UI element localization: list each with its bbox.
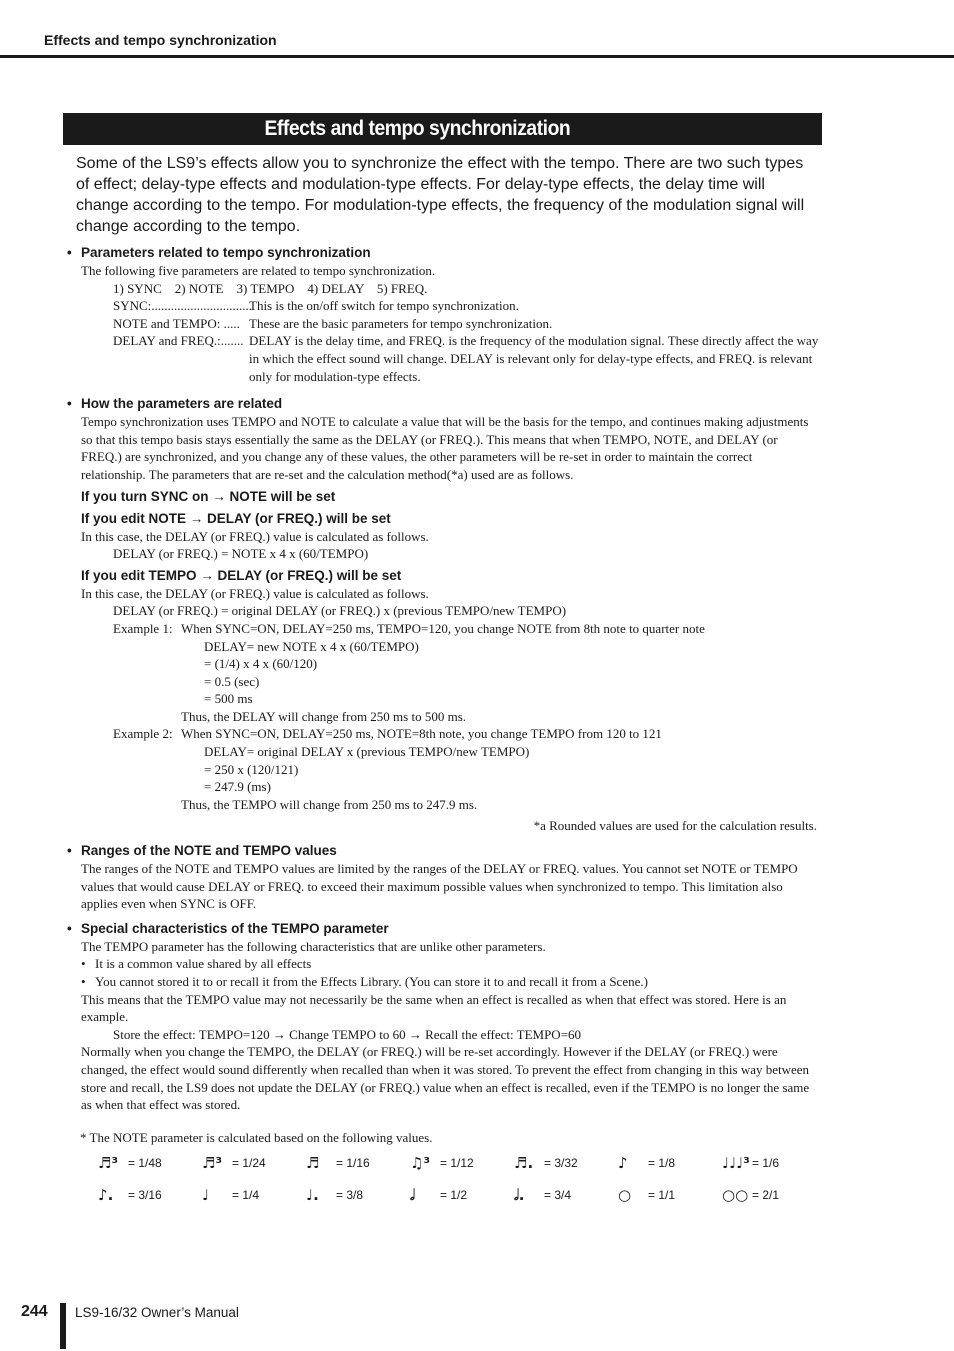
note-symbol-icon: ○ [618,1186,632,1204]
calc-result: Thus, the TEMPO will change from 250 ms to 247.9 ms. [181,796,478,812]
note-value: ♪. = 3/16 [98,1186,162,1204]
definition-row: NOTE and TEMPO: ..... These are the basic parameters for tempo synchronization. [113,315,553,331]
note-value: ♪ = 1/8 [618,1154,676,1172]
definition-row: DELAY and FREQ.:....... DELAY is the delay time, and FREQ. is the frequency of the modulation signal. These directly affect the way in which the effect sound will change. DELAY is relevant only for delay-type effects, and FREQ. is relevant only for modulation-type effects. [113,333,819,384]
paragraph: This means that the TEMPO value may not necessarily be the same when an effect is recalled as when that effect was stored. Here is an example. [81,991,787,1025]
note-value: ♩. = 3/8 [306,1186,364,1204]
calc-line: DELAY= new NOTE x 4 x (60/TEMPO) [204,638,419,654]
note-symbol-icon: ♩. [306,1186,319,1204]
page-title: Effects and tempo synchronization [264,117,571,140]
paragraph: The TEMPO parameter has the following characteristics that are unlike other parameters. [81,938,546,954]
paragraph: The following five parameters are related to tempo synchronization. [81,263,436,278]
subheading: If you edit NOTE → DELAY (or FREQ.) will be set [81,510,391,526]
intro-paragraph: Some of the LS9’s effects allow you to synchronize the effect with the tempo. There are two such types of effect; delay-type effects and modulation-type effects. For delay-type effects, the delay time will change according to the tempo. For modulation-type effects, the frequency of the modulation signal will change according to the tempo. [76,155,805,235]
note-symbol-icon: ♩ [202,1186,210,1204]
running-header: Effects and tempo synchronization [44,32,277,48]
formula: DELAY (or FREQ.) = NOTE x 4 x (60/TEMPO) [113,546,369,562]
note-value: ♩♩♩³ = 1/6 [722,1154,780,1172]
note-symbol-icon: 𝅗𝅥 [410,1186,415,1204]
calc-line: DELAY= original DELAY x (previous TEMPO/new TEMPO) [204,744,530,760]
note-value: 𝅗𝅥. = 3/4 [514,1186,572,1204]
note-symbol-icon: ♬³ [98,1154,119,1172]
calc-line: = 500 ms [204,691,253,707]
calc-line: = 247.9 (ms) [204,779,271,795]
paragraph: The ranges of the NOTE and TEMPO values are limited by the ranges of the DELAY or FREQ. values. You cannot set NOTE or TEMPO values that would cause DELAY or FREQ. to exceed their maximum possible values when synchronized to tempo. This limitation also applies even when SYNC is OFF. [81,861,798,912]
section-parameters [67,243,819,385]
header-rule [0,55,954,58]
note-value: ♬. = 3/32 [514,1154,578,1172]
paragraph: Normally when you change the TEMPO, the DELAY (or FREQ.) will be re-set accordingly. However if the DELAY (or FREQ.) were changed, the effect would sound differently when recalled than when it was stored. To prevent the effect from changing in this way between store and recall, the LS9 does not update the DELAY (or FREQ.) value when an effect is recalled, even if the TEMPO is no longer the same as when that effect was stored. [81,1044,810,1113]
note-value: ♬³ = 1/48 [98,1154,162,1172]
paragraph: In this case, the DELAY (or FREQ.) value is calculated as follows. [81,585,429,601]
section-heading: • Parameters related to tempo synchronization [67,245,371,260]
calc-line: = (1/4) x 4 x (60/120) [204,656,318,672]
note-symbol-icon: ♪. [98,1186,114,1204]
section-ranges [67,841,819,913]
subheading: If you edit TEMPO → DELAY (or FREQ.) will be set [81,567,402,583]
bullet-item: • It is a common value shared by all effects [81,956,312,972]
note-symbol-icon: 𝅗𝅥. [514,1186,525,1204]
note-value: ♫³ = 1/12 [410,1154,474,1172]
section-heading: • How the parameters are related [67,396,283,412]
note-values-grid [98,1153,798,1205]
definition-row: SYNC:............................... This is the on/off switch for tempo synchronization. [113,298,519,314]
formula: DELAY (or FREQ.) = original DELAY (or FREQ.) x (previous TEMPO/new TEMPO) [113,603,567,619]
calc-line: = 0.5 (sec) [204,673,260,689]
main-content [67,243,819,1114]
footer-bar [60,1303,66,1349]
section-heading: • Ranges of the NOTE and TEMPO values [67,843,337,859]
note-symbol-icon: ♫³ [410,1154,431,1172]
note-intro: * The NOTE parameter is calculated based on the following values. [80,1130,433,1145]
footnote: *a Rounded values are used for the calculation results. [533,818,817,834]
calc-result: Thus, the DELAY will change from 250 ms to 500 ms. [181,708,467,724]
note-symbol-icon: ♬ [306,1154,320,1172]
note-symbol-icon: ♪ [618,1154,628,1172]
example-line: Store the effect: TEMPO=120 → Change TEMPO to 60 → Recall the effect: TEMPO=60 [113,1026,582,1042]
note-symbol-icon: ○○ [722,1186,749,1204]
note-symbol-icon: ♬. [514,1154,534,1172]
section-heading: • Special characteristics of the TEMPO parameter [67,920,389,936]
page-number: 244 [21,1303,48,1320]
section-tempo [67,919,819,1114]
note-value: ♩ = 1/4 [202,1186,260,1204]
note-value: ○○ = 2/1 [722,1186,780,1204]
subheading: If you turn SYNC on → NOTE will be set [81,488,336,504]
title-bar [63,113,822,145]
footer-manual-title: LS9-16/32 Owner’s Manual [75,1305,239,1320]
note-value: 𝅗𝅥 = 1/2 [410,1186,468,1204]
note-value: ♬³ = 1/24 [202,1154,266,1172]
bullet-item: • You cannot stored it to or recall it from the Effects Library. (You can store it to and recall it from a Scene.) [81,974,648,989]
example-row: Example 1: When SYNC=ON, DELAY=250 ms, TEMPO=120, you change NOTE from 8th note to quarter note [113,620,705,636]
paragraph: Tempo synchronization uses TEMPO and NOTE to calculate a value that will be the basis for the tempo, and continues making adjustments so that this tempo basis stays essentially the same as the DELAY (or FREQ.). This means that when TEMPO, NOTE, and DELAY (or FREQ.) are synchronized, and you change any of these values, the other parameters will be re-set in order to maintain the correct relationship. The parameters that are re-set and the calculation method(*a) used are as follows. [81,414,809,482]
note-symbol-icon: ♩♩♩³ [722,1154,750,1172]
note-value: ♬ = 1/16 [306,1154,370,1172]
paragraph: In this case, the DELAY (or FREQ.) value is calculated as follows. [81,528,429,544]
calc-line: = 250 x (120/121) [204,761,299,777]
example-row: Example 2: When SYNC=ON, DELAY=250 ms, NOTE=8th note, you change TEMPO from 120 to 121 [113,726,662,742]
note-symbol-icon: ♬³ [202,1154,223,1172]
section-relations [67,394,819,835]
parameter-list: 1) SYNC 2) NOTE 3) TEMPO 4) DELAY 5) FREQ. [113,280,428,296]
note-value: ○ = 1/1 [618,1186,676,1204]
